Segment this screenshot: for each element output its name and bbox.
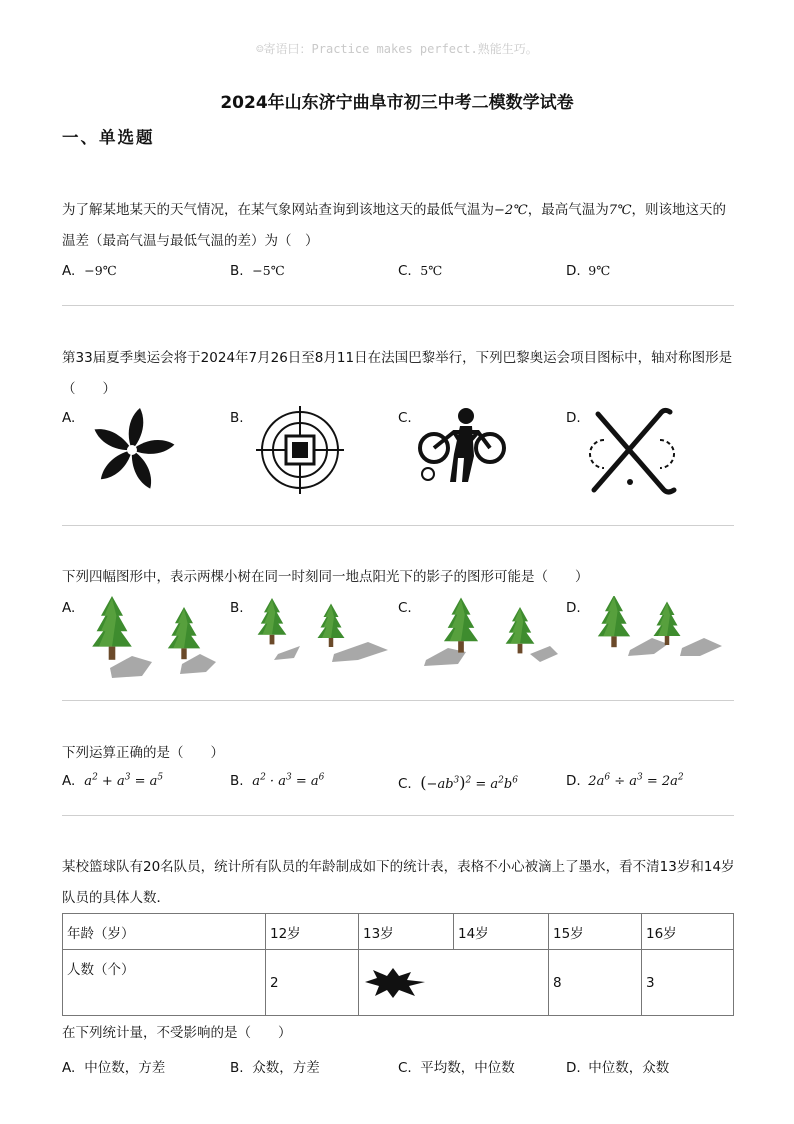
table-header-cell: 15岁 — [549, 914, 642, 950]
q3-option-c[interactable]: C. — [398, 600, 558, 690]
table-header-cell: 14岁 — [454, 914, 549, 950]
table-header-cell: 12岁 — [266, 914, 359, 950]
q4-option-d[interactable]: D. $2a^6 \div a^3 = 2a^2$ — [566, 773, 684, 790]
q4-option-c[interactable]: C. $(-ab^3)^2 = a^2b^6$ — [398, 773, 518, 792]
target-icon — [254, 404, 346, 496]
ink-blot-cell — [359, 950, 549, 1016]
q3-option-d[interactable]: D. — [566, 600, 726, 690]
q2-option-a[interactable]: A. — [62, 410, 182, 495]
separator — [62, 700, 734, 701]
trees-shadow-icon — [82, 596, 222, 686]
watermark: ☺寄语曰：Practice makes perfect.熟能生巧。 — [256, 42, 538, 56]
separator — [62, 815, 734, 816]
q5-option-b[interactable]: B. 众数，方差 — [230, 1060, 320, 1076]
pinwheel-icon — [84, 402, 180, 498]
hockey-icon — [584, 404, 680, 496]
q5-option-d[interactable]: D. 中位数，众数 — [566, 1060, 670, 1076]
q2-option-c[interactable]: C. — [398, 410, 518, 495]
q1-low-temp: −2℃ — [494, 203, 528, 218]
q2-stem: 第33届夏季奥运会将于2024年7月26日至8月11日在法国巴黎举行，下列巴黎奥运会项目图标中，轴对称图形是（ ） — [62, 350, 733, 397]
q5-stem: 某校篮球队有20名队员，统计所有队员的年龄制成如下的统计表，表格不小心被滴上了墨水，看不清13岁和14岁队员的具体人数． — [62, 859, 735, 906]
table-cell: 8 — [549, 950, 642, 1016]
cyclist-icon — [416, 404, 512, 494]
table-row-label: 人数（个） — [63, 950, 266, 1016]
q1-option-a[interactable]: A. −9℃ — [62, 263, 117, 279]
section-heading: 一、单选题 — [62, 128, 155, 147]
page-title: 2024年山东济宁曲阜市初三中考二模数学试卷 — [220, 93, 574, 113]
q1-high-temp: 7℃ — [608, 203, 632, 218]
q3-stem: 下列四幅图形中，表示两棵小树在同一时刻同一地点阳光下的影子的图形可能是（ ） — [62, 569, 589, 585]
q1-option-b[interactable]: B. −5℃ — [230, 263, 285, 279]
separator — [62, 305, 734, 306]
separator — [62, 525, 734, 526]
trees-shadow-icon — [420, 596, 560, 676]
q2-option-d[interactable]: D. — [566, 410, 686, 495]
q4-options — [62, 773, 742, 797]
trees-shadow-icon — [248, 596, 390, 676]
q4-option-a[interactable]: A. $a^2 + a^3 = a^5$ — [62, 773, 164, 790]
q5-question: 在下列统计量，不受影响的是（ ） — [62, 1025, 292, 1041]
q1-option-c[interactable]: C. 5℃ — [398, 263, 443, 279]
trees-shadow-icon — [586, 596, 726, 676]
table-header-cell: 年龄（岁） — [63, 914, 266, 950]
q5-option-c[interactable]: C. 平均数，中位数 — [398, 1060, 515, 1076]
q3-option-b[interactable]: B. — [230, 600, 390, 690]
ink-blot-icon — [363, 968, 427, 998]
table-cell: 3 — [642, 950, 734, 1016]
q2-option-b[interactable]: B. — [230, 410, 350, 495]
q1-options — [62, 263, 742, 287]
q1-option-d[interactable]: D. 9℃ — [566, 263, 611, 279]
q4-option-b[interactable]: B. $a^2 \cdot a^3 = a^6$ — [230, 773, 325, 790]
q1-stem: 为了解某地某天的天气情况，在某气象网站查询到该地这天的最低气温为−2℃，最高气温为7℃，则该地这天的温差（最高气温与最低气温的差）为（ ） — [62, 202, 727, 249]
table-header-cell: 16岁 — [642, 914, 734, 950]
table-header-cell: 13岁 — [359, 914, 454, 950]
q5-option-a[interactable]: A. 中位数，方差 — [62, 1060, 166, 1076]
q3-option-a[interactable]: A. — [62, 600, 222, 690]
q5-options — [62, 1056, 742, 1080]
age-stat-table — [62, 913, 734, 1016]
table-cell: 2 — [266, 950, 359, 1016]
q4-stem: 下列运算正确的是（ ） — [62, 745, 224, 761]
